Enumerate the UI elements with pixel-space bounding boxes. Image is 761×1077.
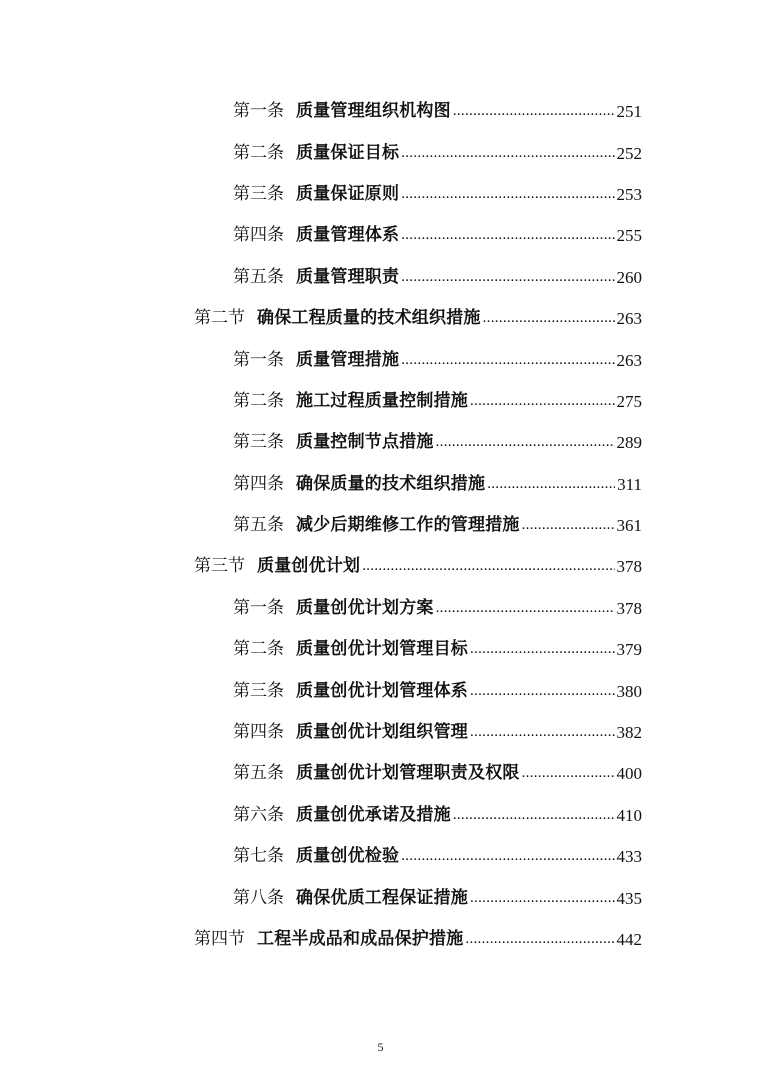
- toc-entry-page: 263: [616, 350, 642, 370]
- toc-entry-page: 255: [616, 226, 642, 246]
- toc-entry-number: 第三条: [233, 680, 284, 701]
- dot-leader: [453, 103, 615, 120]
- toc-entry-title: 质量创优计划方案: [296, 597, 434, 618]
- toc-entry-number: 第四条: [233, 473, 284, 494]
- dot-leader: [362, 558, 614, 575]
- toc-article-entry[interactable]: [0, 339, 642, 380]
- toc-entry-number: 第二条: [233, 142, 284, 163]
- toc-entry-title: 质量保证原则: [296, 183, 400, 204]
- toc-entry-page: 435: [616, 888, 642, 908]
- toc-article-entry[interactable]: [0, 836, 642, 877]
- dot-leader: [470, 393, 615, 410]
- toc-section-entry[interactable]: [0, 919, 642, 960]
- toc-entry-page: 442: [616, 930, 642, 949]
- dot-leader: [453, 807, 615, 824]
- page-number: 5: [377, 1040, 384, 1054]
- toc-article-entry[interactable]: [0, 712, 642, 753]
- toc-article-entry[interactable]: [0, 877, 642, 918]
- toc-entry-title: 施工过程质量控制措施: [296, 390, 468, 411]
- toc-entry-number: 第七条: [233, 846, 284, 867]
- toc-article-entry[interactable]: [0, 132, 642, 173]
- toc-article-entry[interactable]: [0, 381, 642, 422]
- dot-leader: [401, 848, 614, 865]
- dot-leader: [483, 310, 615, 327]
- toc-entry-page: 251: [616, 102, 642, 122]
- toc-entry-title: 质量管理组织机构图: [296, 101, 451, 122]
- toc-entry-title: 质量创优计划管理目标: [296, 639, 468, 660]
- dot-leader: [401, 227, 614, 244]
- toc-entry-number: 第一条: [233, 349, 284, 370]
- toc-article-entry[interactable]: [0, 588, 642, 629]
- toc-entry-page: 252: [616, 143, 642, 163]
- toc-entry-number: 第五条: [233, 763, 284, 784]
- toc-entry-title: 确保优质工程保证措施: [296, 887, 468, 908]
- toc-entry-number: 第六条: [233, 804, 284, 825]
- toc-entry-title: 质量创优计划组织管理: [296, 722, 468, 743]
- dot-leader: [470, 724, 615, 741]
- toc-entry-title: 质量控制节点措施: [296, 432, 434, 453]
- toc-entry-page: 379: [616, 640, 642, 660]
- dot-leader: [470, 641, 615, 658]
- toc-entry-page: 400: [616, 764, 642, 784]
- toc-entry-title: 质量创优承诺及措施: [296, 804, 451, 825]
- dot-leader: [436, 600, 615, 617]
- toc-entry-title: 减少后期维修工作的管理措施: [296, 515, 520, 536]
- toc-entry-number: 第八条: [233, 887, 284, 908]
- toc-entry-number: 第四条: [233, 722, 284, 743]
- toc-entry-page: 433: [616, 847, 642, 867]
- toc-entry-number: 第二节: [194, 308, 245, 329]
- toc-entry-title: 质量创优计划管理职责及权限: [296, 763, 520, 784]
- toc-entry-title: 质量创优计划管理体系: [296, 680, 468, 701]
- toc-article-entry[interactable]: [0, 422, 642, 463]
- toc-entry-number: 第二条: [233, 390, 284, 411]
- toc-article-entry[interactable]: [0, 215, 642, 256]
- dot-leader: [465, 931, 614, 948]
- toc-article-entry[interactable]: [0, 670, 642, 711]
- toc-entry-page: 311: [617, 474, 642, 494]
- dot-leader: [401, 145, 614, 162]
- toc-entry-page: 253: [616, 184, 642, 204]
- toc-entry-title: 工程半成品和成品保护措施: [257, 929, 464, 949]
- dot-leader: [470, 683, 615, 700]
- toc-entry-number: 第一条: [233, 101, 284, 122]
- toc-article-entry[interactable]: [0, 753, 642, 794]
- toc-entry-title: 质量管理措施: [296, 349, 400, 370]
- dot-leader: [487, 476, 615, 493]
- toc-entry-page: 260: [616, 267, 642, 287]
- toc-entry-title: 质量创优检验: [296, 846, 400, 867]
- dot-leader: [401, 352, 614, 369]
- toc-entry-title: 确保质量的技术组织措施: [296, 473, 486, 494]
- toc-entry-page: 378: [616, 598, 642, 618]
- toc-article-entry[interactable]: [0, 257, 642, 298]
- toc-entry-page: 410: [616, 805, 642, 825]
- toc-entry-page: 378: [616, 557, 642, 577]
- toc-entry-title: 质量管理体系: [296, 225, 400, 246]
- dot-leader: [522, 517, 615, 534]
- toc-entry-number: 第三节: [194, 556, 245, 577]
- toc-article-entry[interactable]: [0, 629, 642, 670]
- toc-entry-number: 第五条: [233, 266, 284, 287]
- dot-leader: [436, 434, 615, 451]
- toc-entry-number: 第一条: [233, 597, 284, 618]
- toc-entry-number: 第二条: [233, 639, 284, 660]
- table-of-contents: [0, 91, 761, 960]
- toc-entry-page: 382: [616, 723, 642, 743]
- toc-article-entry[interactable]: [0, 174, 642, 215]
- toc-entry-title: 确保工程质量的技术组织措施: [257, 308, 481, 329]
- dot-leader: [522, 765, 615, 782]
- toc-entry-number: 第四条: [233, 225, 284, 246]
- toc-entry-number: 第五条: [233, 515, 284, 536]
- toc-section-entry[interactable]: [0, 298, 642, 339]
- toc-entry-number: 第三条: [233, 183, 284, 204]
- toc-article-entry[interactable]: [0, 795, 642, 836]
- toc-entry-title: 质量保证目标: [296, 142, 400, 163]
- toc-section-entry[interactable]: [0, 546, 642, 587]
- dot-leader: [401, 186, 614, 203]
- toc-article-entry[interactable]: [0, 91, 642, 132]
- toc-entry-title: 质量创优计划: [257, 556, 361, 577]
- toc-entry-number: 第三条: [233, 432, 284, 453]
- toc-article-entry[interactable]: [0, 505, 642, 546]
- toc-article-entry[interactable]: [0, 464, 642, 505]
- toc-entry-page: 263: [616, 309, 642, 329]
- toc-entry-page: 380: [616, 681, 642, 701]
- toc-entry-page: 275: [616, 391, 642, 411]
- toc-entry-page: 289: [616, 433, 642, 453]
- dot-leader: [401, 269, 614, 286]
- toc-entry-title: 质量管理职责: [296, 266, 400, 287]
- dot-leader: [470, 890, 615, 907]
- toc-entry-page: 361: [616, 516, 642, 536]
- toc-entry-number: 第四节: [194, 929, 245, 949]
